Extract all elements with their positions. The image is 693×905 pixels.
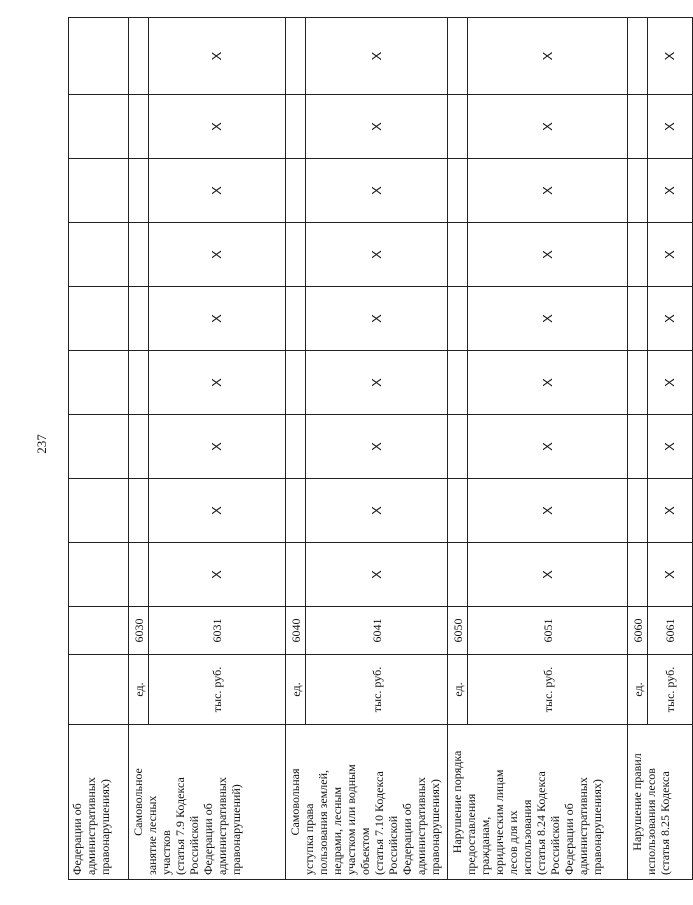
row-code: 6061	[648, 607, 693, 655]
indicator-line: использования	[520, 799, 534, 875]
empty-cell	[286, 415, 306, 479]
empty-cell	[69, 287, 129, 351]
indicator-line: участков	[159, 830, 173, 875]
empty-cell	[286, 95, 306, 159]
indicator-line: (статья 8.25 Кодекса	[658, 771, 672, 875]
not-applicable-cell: Х	[149, 479, 286, 543]
indicator-line: Российской	[548, 815, 562, 875]
indicator-line: недрами, лесным	[330, 786, 344, 875]
indicator-line: объектом	[358, 827, 372, 875]
indicator-description	[628, 725, 693, 880]
table-row-units	[448, 18, 468, 880]
empty-cell	[448, 287, 468, 351]
not-applicable-cell: Х	[648, 223, 693, 287]
unit-label: тыс. руб.	[468, 655, 628, 725]
empty-cell	[286, 18, 306, 95]
empty-cell	[129, 351, 149, 415]
not-applicable-cell: Х	[648, 351, 693, 415]
indicator-line: занятие лесных	[145, 795, 159, 875]
not-applicable-cell: Х	[306, 159, 448, 223]
empty-cell	[628, 18, 648, 95]
not-applicable-cell: Х	[306, 18, 448, 95]
table-body	[69, 18, 693, 880]
empty-cell	[69, 415, 129, 479]
continuation-cell	[69, 725, 129, 880]
not-applicable-cell: Х	[149, 95, 286, 159]
indicator-line: Российской	[386, 815, 400, 875]
table-row-units	[628, 18, 648, 880]
empty-cell	[448, 351, 468, 415]
not-applicable-cell: Х	[306, 479, 448, 543]
table-stage	[68, 18, 677, 880]
indicator-line: уступка права	[302, 803, 316, 875]
rotated-table-wrapper	[68, 18, 677, 880]
not-applicable-cell: Х	[468, 543, 628, 607]
table-row-units	[129, 18, 149, 880]
empty-cell	[69, 607, 129, 655]
not-applicable-cell: Х	[306, 351, 448, 415]
indicator-line: предоставления	[464, 793, 478, 875]
empty-cell	[628, 543, 648, 607]
unit-label: ед.	[628, 655, 648, 725]
not-applicable-cell: Х	[468, 18, 628, 95]
empty-cell	[69, 95, 129, 159]
indicator-description	[129, 725, 286, 880]
not-applicable-cell: Х	[468, 95, 628, 159]
empty-cell	[69, 351, 129, 415]
not-applicable-cell: Х	[306, 95, 448, 159]
indicator-line: правонарушениях)	[590, 779, 604, 875]
not-applicable-cell: Х	[468, 159, 628, 223]
indicator-line: Федерации об	[400, 803, 414, 875]
indicator-title: Самовольная	[288, 768, 302, 836]
empty-cell	[448, 18, 468, 95]
indicator-line: административных	[414, 777, 428, 875]
not-applicable-cell: Х	[306, 223, 448, 287]
row-code: 6050	[448, 607, 468, 655]
not-applicable-cell: Х	[468, 479, 628, 543]
empty-cell	[448, 479, 468, 543]
row-code: 6051	[468, 607, 628, 655]
empty-cell	[69, 655, 129, 725]
not-applicable-cell: Х	[468, 351, 628, 415]
indicator-line: использования лесов	[644, 768, 658, 875]
empty-cell	[69, 18, 129, 95]
empty-cell	[129, 543, 149, 607]
table-row-continuation	[69, 18, 129, 880]
indicator-line: Федерации об	[562, 803, 576, 875]
indicator-line: правонарушений)	[229, 784, 243, 875]
empty-cell	[69, 223, 129, 287]
not-applicable-cell: Х	[149, 543, 286, 607]
indicator-title: Нарушение правил	[630, 753, 644, 851]
not-applicable-cell: Х	[468, 415, 628, 479]
empty-cell	[286, 159, 306, 223]
empty-cell	[286, 479, 306, 543]
unit-label: ед.	[129, 655, 149, 725]
row-code: 6030	[129, 607, 149, 655]
empty-cell	[286, 287, 306, 351]
not-applicable-cell: Х	[648, 479, 693, 543]
empty-cell	[628, 415, 648, 479]
not-applicable-cell: Х	[648, 159, 693, 223]
indicator-description	[448, 725, 628, 880]
empty-cell	[69, 543, 129, 607]
continuation-line: административных	[84, 777, 98, 875]
not-applicable-cell: Х	[149, 159, 286, 223]
empty-cell	[628, 223, 648, 287]
unit-label: ед.	[286, 655, 306, 725]
empty-cell	[448, 95, 468, 159]
not-applicable-cell: Х	[648, 95, 693, 159]
empty-cell	[448, 543, 468, 607]
indicator-line: административных	[576, 777, 590, 875]
empty-cell	[628, 479, 648, 543]
not-applicable-cell: Х	[306, 287, 448, 351]
empty-cell	[448, 223, 468, 287]
row-code: 6060	[628, 607, 648, 655]
indicator-line: Федерации об	[201, 803, 215, 875]
row-code: 6040	[286, 607, 306, 655]
continuation-line: правонарушениях)	[98, 779, 112, 875]
empty-cell	[129, 415, 149, 479]
indicator-line: пользования землей,	[316, 770, 330, 875]
indicator-line: (статья 7.9 Кодекса	[173, 777, 187, 875]
unit-label: ед.	[448, 655, 468, 725]
table-row-units	[286, 18, 306, 880]
empty-cell	[628, 159, 648, 223]
empty-cell	[448, 159, 468, 223]
statistics-table	[68, 17, 693, 880]
row-code: 6031	[149, 607, 286, 655]
unit-label: тыс. руб.	[149, 655, 286, 725]
not-applicable-cell: Х	[149, 351, 286, 415]
not-applicable-cell: Х	[149, 415, 286, 479]
indicator-line: (статья 7.10 Кодекса	[372, 771, 386, 875]
indicator-line: участком или водным	[344, 764, 358, 875]
indicator-title: Самовольное	[131, 768, 145, 836]
empty-cell	[448, 415, 468, 479]
empty-cell	[129, 223, 149, 287]
indicator-line: административных	[215, 777, 229, 875]
empty-cell	[129, 287, 149, 351]
indicator-description	[286, 725, 448, 880]
not-applicable-cell: Х	[306, 415, 448, 479]
empty-cell	[69, 159, 129, 223]
empty-cell	[628, 351, 648, 415]
empty-cell	[628, 287, 648, 351]
indicator-line: гражданам,	[478, 816, 492, 875]
empty-cell	[628, 95, 648, 159]
indicator-line: Российской	[187, 815, 201, 875]
not-applicable-cell: Х	[468, 287, 628, 351]
not-applicable-cell: Х	[648, 18, 693, 95]
indicator-line: лесов для их	[506, 810, 520, 875]
empty-cell	[129, 95, 149, 159]
not-applicable-cell: Х	[149, 223, 286, 287]
empty-cell	[129, 479, 149, 543]
empty-cell	[129, 159, 149, 223]
not-applicable-cell: Х	[648, 287, 693, 351]
indicator-line: (статья 8.24 Кодекса	[534, 771, 548, 875]
empty-cell	[286, 543, 306, 607]
empty-cell	[286, 351, 306, 415]
not-applicable-cell: Х	[648, 543, 693, 607]
empty-cell	[129, 18, 149, 95]
not-applicable-cell: Х	[648, 415, 693, 479]
not-applicable-cell: Х	[468, 223, 628, 287]
row-code: 6041	[306, 607, 448, 655]
not-applicable-cell: Х	[306, 543, 448, 607]
indicator-line: юридическим лицам	[492, 769, 506, 875]
unit-label: тыс. руб.	[306, 655, 448, 725]
continuation-line: Федерации об	[70, 803, 84, 875]
indicator-title: Нарушение порядка	[450, 750, 464, 854]
not-applicable-cell: Х	[149, 18, 286, 95]
unit-label: тыс. руб.	[648, 655, 693, 725]
indicator-line: правонарушениях)	[428, 779, 442, 875]
not-applicable-cell: Х	[149, 287, 286, 351]
page-number: 237	[33, 434, 49, 454]
empty-cell	[286, 223, 306, 287]
empty-cell	[69, 479, 129, 543]
